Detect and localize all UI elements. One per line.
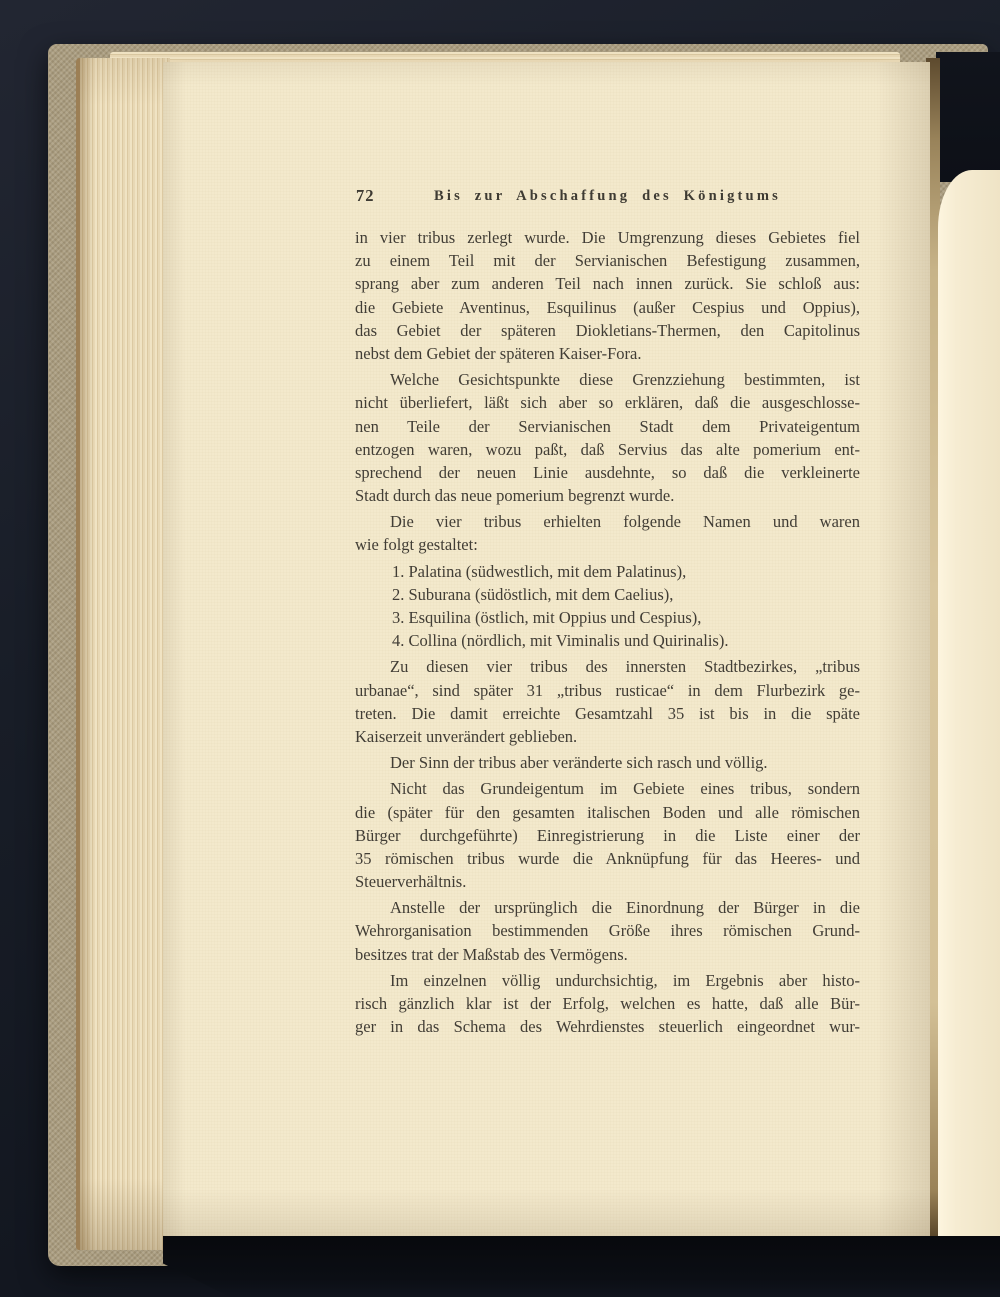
page-bottom-shadow bbox=[163, 1236, 1000, 1297]
text-line: Nicht das Grundeigentum im Gebiete eines tribus, sondern bbox=[390, 779, 860, 799]
paragraph bbox=[355, 368, 860, 507]
text-line: Im einzelnen völlig undurchsichtig, im Ergebnis aber histo- bbox=[390, 970, 860, 990]
running-header: Bis zur Abschaffung des Königtums bbox=[434, 188, 781, 204]
list-item: 4. Collina (nördlich, mit Viminalis und Quirinalis). bbox=[392, 631, 729, 651]
text-line: zu einem Teil mit der Servianischen Befestigung zusammen, bbox=[355, 251, 860, 271]
text-line: nicht überliefert, läßt sich aber so erklären, daß die ausgeschlosse- bbox=[355, 393, 860, 413]
text-line: in vier tribus zerlegt wurde. Die Umgrenzung dieses Gebietes fiel bbox=[355, 228, 860, 247]
list-item: 2. Suburana (südöstlich, mit dem Caelius), bbox=[392, 584, 674, 604]
list-item: 1. Palatina (südwestlich, mit dem Palatinus), bbox=[392, 561, 687, 581]
text-line: die Gebiete Aventinus, Esquilinus (außer Cespius und Oppius), bbox=[355, 297, 860, 317]
text-line: Der Sinn der tribus aber veränderte sich rasch und völlig. bbox=[390, 753, 768, 773]
text-line: das Gebiet der späteren Diokletians-Thermen, den Capitolinus bbox=[355, 320, 860, 340]
text-line: wie folgt gestaltet: bbox=[355, 535, 478, 555]
facing-page-edge bbox=[938, 170, 1000, 1246]
text-line: Wehrorganisation bestimmenden Größe ihres römischen Grund- bbox=[355, 921, 860, 941]
text-line: Bürger durchgeführte) Einregistrierung in die Liste einer der bbox=[355, 825, 860, 845]
paragraph bbox=[355, 751, 860, 774]
book-page bbox=[163, 62, 930, 1236]
text-line: sprang aber zum anderen Teil nach innen zurück. Sie schloß aus: bbox=[355, 274, 860, 294]
page-fore-edges bbox=[76, 58, 170, 1250]
gutter-top-shadow bbox=[936, 52, 1000, 182]
page-header bbox=[355, 186, 860, 208]
paragraph bbox=[355, 226, 860, 365]
text-line: sprechend der neuen Linie ausdehnte, so daß die verkleinerte bbox=[355, 462, 860, 482]
text-line: entzogen waren, wozu paßt, daß Servius das alte pomerium ent- bbox=[355, 439, 860, 459]
page-text bbox=[355, 226, 860, 1041]
text-line: Kaiserzeit unverändert geblieben. bbox=[355, 726, 578, 746]
text-line: nen Teile der Servianischen Stadt dem Privateigentum bbox=[355, 416, 860, 436]
text-line: besitzes trat der Maßstab des Vermögens. bbox=[355, 944, 628, 964]
paragraph bbox=[355, 896, 860, 966]
tribus-list bbox=[355, 560, 860, 653]
paragraph bbox=[355, 510, 860, 556]
text-line: nebst dem Gebiet der späteren Kaiser-Fora. bbox=[355, 343, 642, 363]
text-line: treten. Die damit erreichte Gesamtzahl 35 ist bis in die späte bbox=[355, 703, 860, 723]
text-line: urbanae“, sind später 31 „tribus rusticae“ in dem Flurbezirk ge- bbox=[355, 680, 860, 700]
text-line: Anstelle der ursprünglich die Einordnung der Bürger in die bbox=[390, 898, 860, 918]
text-line: risch gänzlich klar ist der Erfolg, welchen es hatte, daß alle Bür- bbox=[355, 994, 860, 1013]
text-line: Stadt durch das neue pomerium begrenzt wurde. bbox=[355, 486, 675, 506]
list-item: 3. Esquilina (östlich, mit Oppius und Cespius), bbox=[392, 608, 702, 627]
text-line: ger in das Schema des Wehrdienstes steuerlich eingeordnet wur- bbox=[355, 1017, 860, 1037]
page-number: 72 bbox=[356, 186, 375, 205]
paragraph bbox=[355, 777, 860, 893]
text-line: Welche Gesichtspunkte diese Grenzziehung bestimmten, ist bbox=[390, 370, 860, 390]
paragraph bbox=[355, 969, 860, 1039]
text-line: Die vier tribus erhielten folgende Namen und waren bbox=[390, 512, 860, 532]
text-line: 35 römischen tribus wurde die Anknüpfung für das Heeres- und bbox=[355, 848, 860, 868]
text-line: die (später für den gesamten italischen Boden und alle römischen bbox=[355, 802, 860, 822]
text-line: Zu diesen vier tribus des innersten Stadtbezirkes, „tribus bbox=[390, 657, 860, 677]
paragraph bbox=[355, 655, 860, 748]
text-line: Steuerverhältnis. bbox=[355, 872, 467, 892]
